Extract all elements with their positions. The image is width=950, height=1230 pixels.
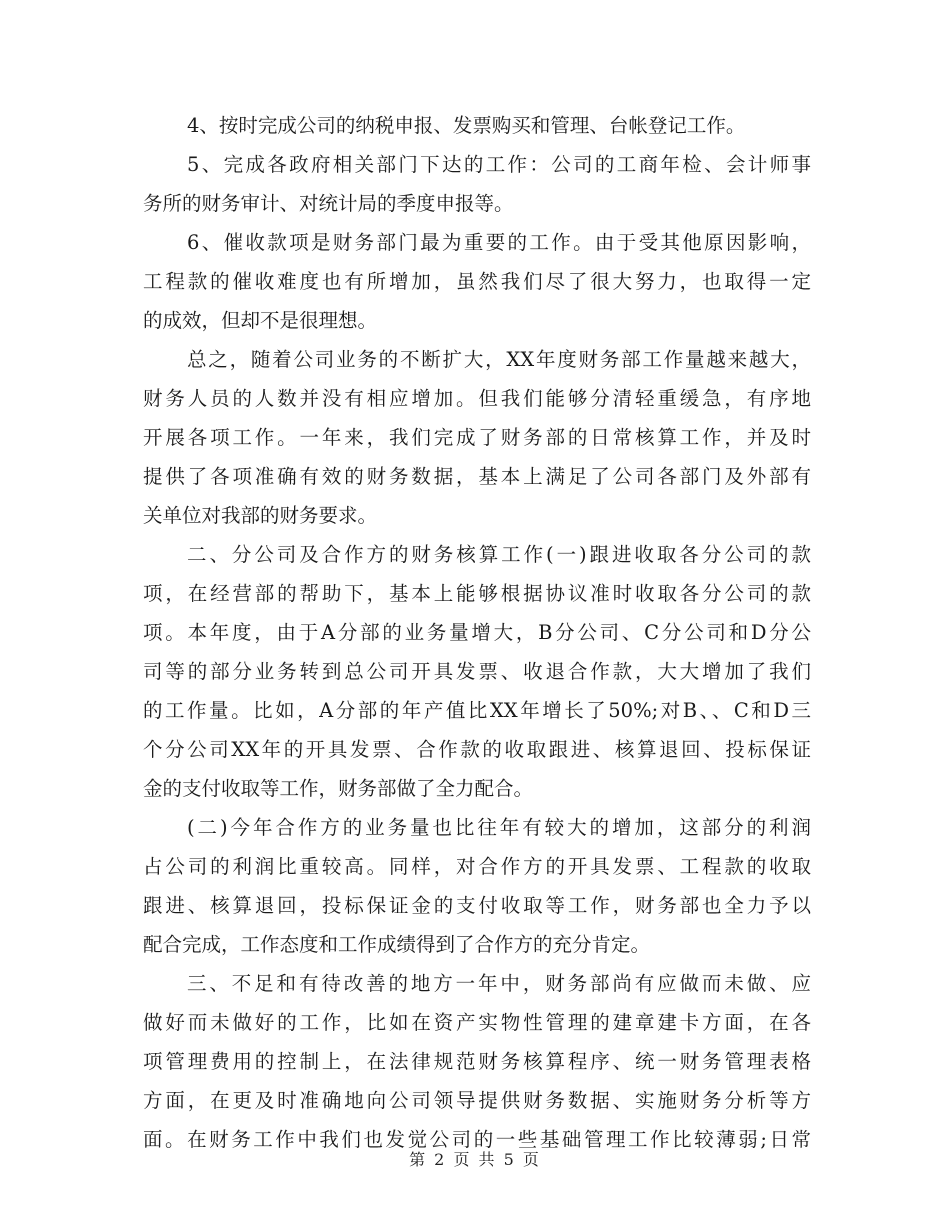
paragraph-line: 的工作量。比如，A分部的年产值比XX年增长了50%;对B、、C和D三 — [143, 699, 811, 722]
paragraph-line: 的成效，但却不是很理想。 — [143, 309, 378, 332]
paragraph-line: 做好而未做好的工作，比如在资产实物性管理的建章建卡方面，在各 — [143, 1011, 811, 1034]
body-text — [143, 106, 811, 1159]
paragraph-line: 项。本年度，由于A分部的业务量增大，B分公司、C分公司和D分公 — [143, 621, 811, 644]
paragraph-line: 二、分公司及合作方的财务核算工作(一)跟进收取各分公司的款 — [187, 543, 811, 566]
paragraph-line: 司等的部分业务转到总公司开具发票、收退合作款，大大增加了我们 — [143, 660, 811, 683]
paragraph-line: 开展各项工作。一年来，我们完成了财务部的日常核算工作，并及时 — [143, 426, 811, 449]
paragraph-line: 务所的财务审计、对统计局的季度申报等。 — [143, 192, 514, 215]
paragraph-line: 面。在财务工作中我们也发觉公司的一些基础管理工作比较薄弱;日常 — [143, 1128, 811, 1151]
paragraph-line: 6、催收款项是财务部门最为重要的工作。由于受其他原因影响， — [187, 231, 811, 254]
paragraph-line: 项，在经营部的帮助下，基本上能够根据协议准时收取各分公司的款 — [143, 582, 811, 605]
paragraph-line: 关单位对我部的财务要求。 — [143, 504, 378, 527]
paragraph-line: 5、完成各政府相关部门下达的工作：公司的工商年检、会计师事 — [187, 153, 811, 176]
paragraph-line: 金的支付收取等工作，财务部做了全力配合。 — [143, 777, 534, 800]
page-footer: 第 2 页 共 5 页 — [409, 1150, 541, 1169]
paragraph-line: (二)今年合作方的业务量也比往年有较大的增加，这部分的利润 — [187, 816, 811, 839]
paragraph-line: 跟进、核算退回，投标保证金的支付收取等工作，财务部也全力予以 — [143, 894, 811, 917]
paragraph-line: 工程款的催收难度也有所增加，虽然我们尽了很大努力，也取得一定 — [143, 270, 811, 293]
paragraph-line: 配合完成，工作态度和工作成绩得到了合作方的充分肯定。 — [143, 933, 651, 956]
paragraph-line: 项管理费用的控制上，在法律规范财务核算程序、统一财务管理表格 — [143, 1050, 811, 1073]
paragraph-line: 总之，随着公司业务的不断扩大，XX年度财务部工作量越来越大， — [187, 348, 811, 371]
paragraph-line: 提供了各项准确有效的财务数据，基本上满足了公司各部门及外部有 — [143, 465, 811, 488]
paragraph-line: 个分公司XX年的开具发票、合作款的收取跟进、核算退回、投标保证 — [143, 738, 811, 761]
paragraph-line: 财务人员的人数并没有相应增加。但我们能够分清轻重缓急，有序地 — [143, 387, 811, 410]
paragraph-line: 方面，在更及时准确地向公司领导提供财务数据、实施财务分析等方 — [143, 1089, 811, 1112]
paragraph-line: 占公司的利润比重较高。同样，对合作方的开具发票、工程款的收取 — [143, 855, 811, 878]
paragraph-line: 4、按时完成公司的纳税申报、发票购买和管理、台帐登记工作。 — [187, 114, 746, 137]
paragraph-line: 三、不足和有待改善的地方一年中，财务部尚有应做而未做、应 — [187, 972, 811, 995]
